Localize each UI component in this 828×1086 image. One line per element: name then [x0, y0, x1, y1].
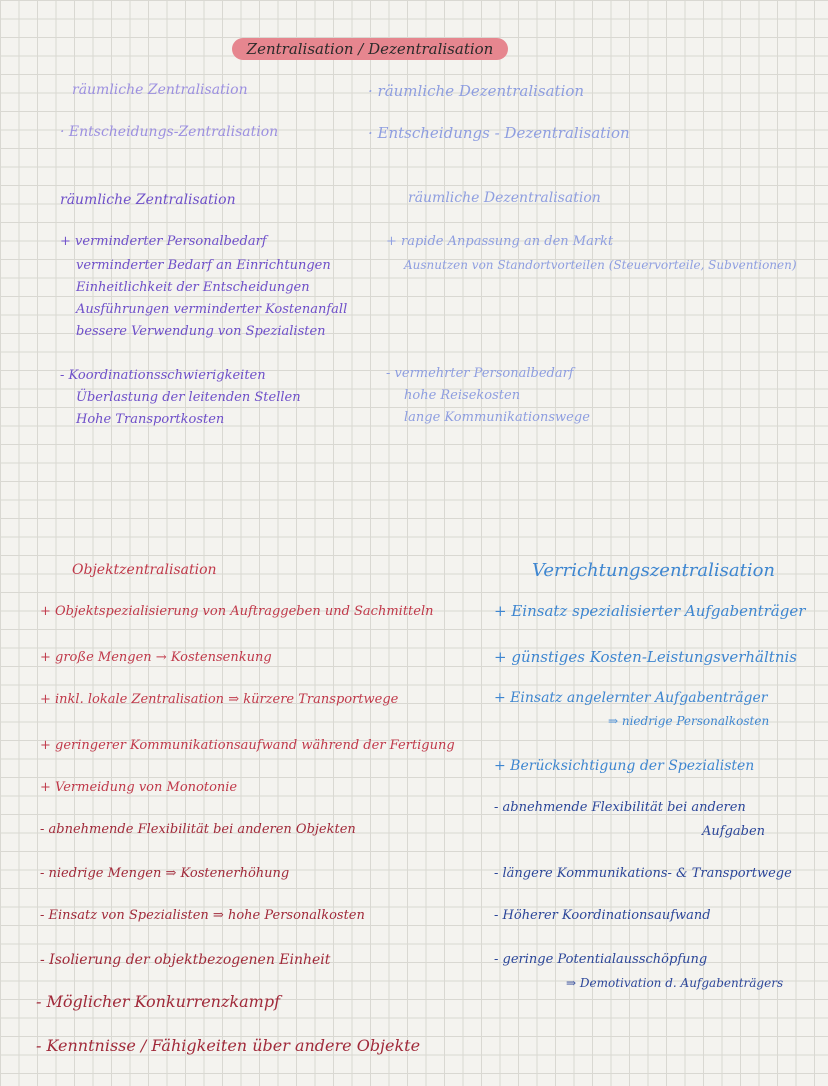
dezentral-con-3: lange Kommunikationswege [404, 410, 590, 425]
objekt-item-7: - niedrige Mengen ⇒ Kostenerhöhung [40, 866, 290, 881]
intro-right-1: · räumliche Dezentralisation [368, 82, 585, 100]
intro-right-2: · Entscheidungs - Dezentralisation [368, 124, 630, 142]
verrichtung-item-3-sub: ⇒ niedrige Personalkosten [608, 714, 770, 728]
raeumlich-zentral-heading: räumliche Zentralisation [60, 192, 236, 208]
verrichtung-item-3: + Einsatz angelernter Aufgabenträger [494, 690, 768, 706]
verrichtung-item-5-sub: Aufgaben [702, 824, 766, 839]
verrichtung-item-7: - Höherer Koordinationsaufwand [494, 908, 711, 923]
objekt-item-8: - Einsatz von Spezialisten ⇒ hohe Personalkosten [40, 908, 365, 923]
verrichtung-item-4: + Berücksichtigung der Spezialisten [494, 758, 755, 774]
zentral-pro-3: Einheitlichkeit der Entscheidungen [76, 280, 310, 295]
intro-left-1: räumliche Zentralisation [72, 82, 248, 98]
zentral-con-1: - Koordinationsschwierigkeiten [60, 368, 266, 383]
verrichtung-item-5: - abnehmende Flexibilität bei anderen [494, 800, 746, 815]
raeumlich-dezentral-heading: räumliche Dezentralisation [408, 190, 601, 206]
objekt-item-5: + Vermeidung von Monotonie [40, 780, 238, 795]
verrichtung-item-1: + Einsatz spezialisierter Aufgabenträger [494, 602, 806, 620]
verrichtung-item-6: - längere Kommunikations- & Transportwege [494, 866, 792, 881]
verrichtung-heading: Verrichtungszentralisation [532, 560, 776, 581]
zentral-con-2: Überlastung der leitenden Stellen [76, 390, 301, 405]
dezentral-pro-2: Ausnutzen von Standortvorteilen (Steuervorteile, Subventionen) [404, 258, 797, 272]
objekt-item-11: - Kenntnisse / Fähigkeiten über andere Objekte [36, 1036, 421, 1055]
zentral-con-3: Hohe Transportkosten [76, 412, 225, 427]
dezentral-con-2: hohe Reisekosten [404, 388, 521, 403]
objekt-item-10: - Möglicher Konkurrenzkampf [36, 992, 280, 1011]
zentral-pro-4: Ausführungen verminderter Kostenanfall [76, 302, 348, 317]
zentral-pro-5: bessere Verwendung von Spezialisten [76, 324, 326, 339]
objekt-item-1: + Objektspezialisierung von Auftraggeben und Sachmitteln [40, 604, 434, 619]
verrichtung-item-8-sub: ⇒ Demotivation d. Aufgabenträgers [566, 976, 784, 990]
zentral-pro-1: + verminderter Personalbedarf [60, 234, 267, 249]
objekt-item-3: + inkl. lokale Zentralisation ⇒ kürzere Transportwege [40, 692, 399, 707]
dezentral-con-1: - vermehrter Personalbedarf [386, 366, 574, 381]
intro-left-2: · Entscheidungs-Zentralisation [60, 124, 279, 140]
verrichtung-item-2: + günstiges Kosten-Leistungsverhältnis [494, 648, 797, 666]
dezentral-pro-1: + rapide Anpassung an den Markt [386, 234, 614, 249]
verrichtung-item-8: - geringe Potentialausschöpfung [494, 952, 708, 967]
objekt-item-4: + geringerer Kommunikationsaufwand während der Fertigung [40, 738, 455, 753]
zentral-pro-2: verminderter Bedarf an Einrichtungen [76, 258, 331, 273]
page-title: Zentralisation / Dezentralisation [232, 38, 508, 60]
objekt-item-6: - abnehmende Flexibilität bei anderen Objekten [40, 822, 356, 837]
objekt-item-2: + große Mengen → Kostensenkung [40, 650, 272, 665]
objekt-item-9: - Isolierung der objektbezogenen Einheit [40, 952, 331, 968]
objekt-heading: Objektzentralisation [72, 562, 217, 578]
